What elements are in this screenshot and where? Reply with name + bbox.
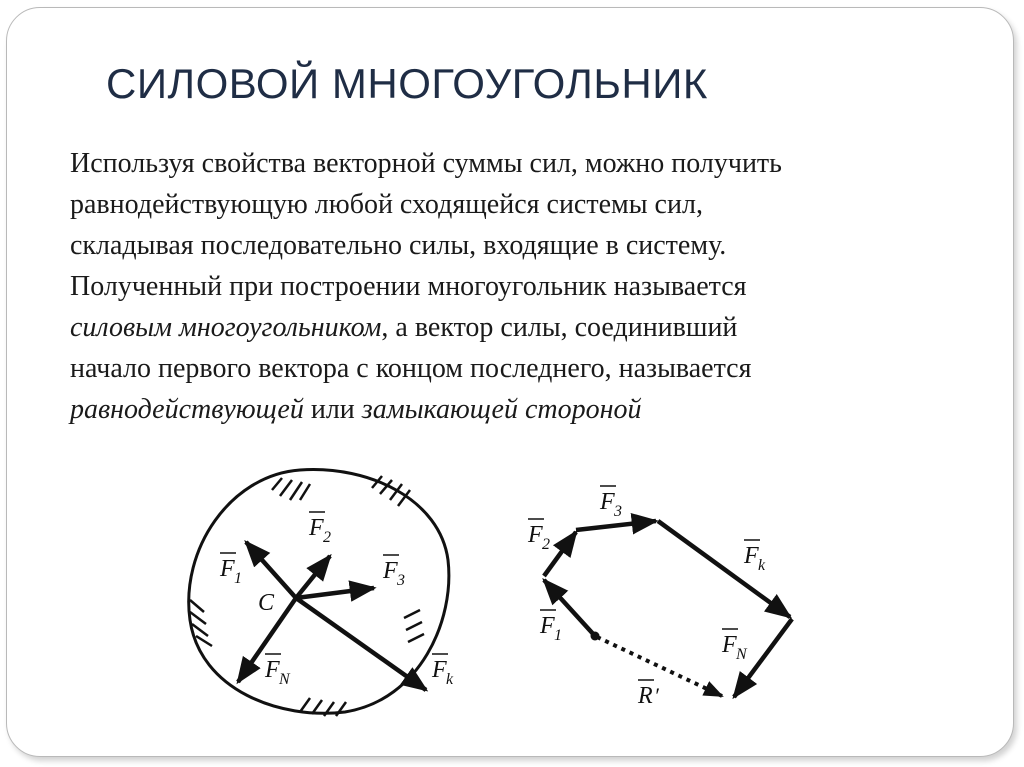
text-line-4: Полученный при построении многоугольник называется bbox=[70, 271, 747, 302]
label-resultant bbox=[637, 680, 660, 709]
slide-title: СИЛОВОЙ МНОГОУГОЛЬНИК bbox=[106, 60, 708, 107]
polygon-start-point bbox=[591, 632, 600, 641]
left-figure bbox=[189, 470, 454, 716]
text-line-5-rest: , а вектор силы, соединивший bbox=[381, 312, 738, 343]
svg-text:R: R bbox=[638, 683, 653, 709]
arrow-f2 bbox=[296, 556, 330, 598]
point-c-label: C bbox=[258, 590, 275, 616]
svg-text:N: N bbox=[279, 671, 290, 688]
polygon-fk bbox=[658, 521, 790, 617]
svg-text:2: 2 bbox=[323, 529, 331, 546]
svg-text:F: F bbox=[540, 613, 555, 639]
svg-text:k: k bbox=[446, 671, 454, 688]
label-left-f3 bbox=[382, 555, 405, 589]
svg-text:F: F bbox=[309, 515, 324, 541]
svg-text:N: N bbox=[736, 646, 747, 663]
text-line-6: начало первого вектора с концом последнего, называется bbox=[70, 353, 752, 384]
label-left-f1 bbox=[219, 553, 242, 587]
term-resultant: равнодействующей bbox=[70, 394, 304, 425]
svg-text:k: k bbox=[758, 557, 766, 574]
svg-text:F: F bbox=[265, 657, 280, 683]
svg-text:1: 1 bbox=[554, 627, 562, 644]
term-force-polygon: силовым многоугольником bbox=[70, 312, 382, 343]
svg-text:2: 2 bbox=[542, 536, 550, 553]
label-left-f2 bbox=[308, 512, 331, 546]
svg-text:F: F bbox=[744, 543, 759, 569]
right-figure bbox=[527, 486, 792, 709]
svg-text:′: ′ bbox=[654, 683, 659, 708]
label-right-fk bbox=[743, 540, 766, 574]
svg-text:F: F bbox=[432, 657, 447, 683]
text-line-1: Используя свойства векторной суммы сил, можно получить bbox=[70, 148, 782, 179]
label-left-fk bbox=[431, 654, 454, 688]
arrow-fk bbox=[296, 598, 426, 690]
label-right-f1 bbox=[539, 610, 562, 644]
text-line-3: складывая последовательно силы, входящие в систему. bbox=[70, 230, 727, 261]
label-right-f3 bbox=[599, 486, 622, 520]
svg-text:1: 1 bbox=[234, 570, 242, 587]
label-left-fn bbox=[264, 654, 291, 688]
svg-text:3: 3 bbox=[397, 572, 405, 589]
svg-text:F: F bbox=[600, 489, 615, 515]
term-closing-side: замыкающей стороной bbox=[361, 394, 642, 425]
svg-text:F: F bbox=[383, 558, 398, 584]
svg-text:F: F bbox=[220, 556, 235, 582]
label-right-fn bbox=[721, 629, 748, 663]
label-right-f2 bbox=[527, 519, 550, 553]
text-line-7-mid: или bbox=[303, 394, 362, 425]
text-line-2: равнодействующую любой сходящейся системы сил, bbox=[70, 189, 703, 220]
arrow-f3 bbox=[296, 588, 374, 598]
resultant-dotted bbox=[597, 637, 722, 696]
polygon-f3 bbox=[576, 521, 656, 530]
svg-text:3: 3 bbox=[614, 503, 622, 520]
svg-text:F: F bbox=[722, 632, 737, 658]
svg-text:F: F bbox=[528, 522, 543, 548]
